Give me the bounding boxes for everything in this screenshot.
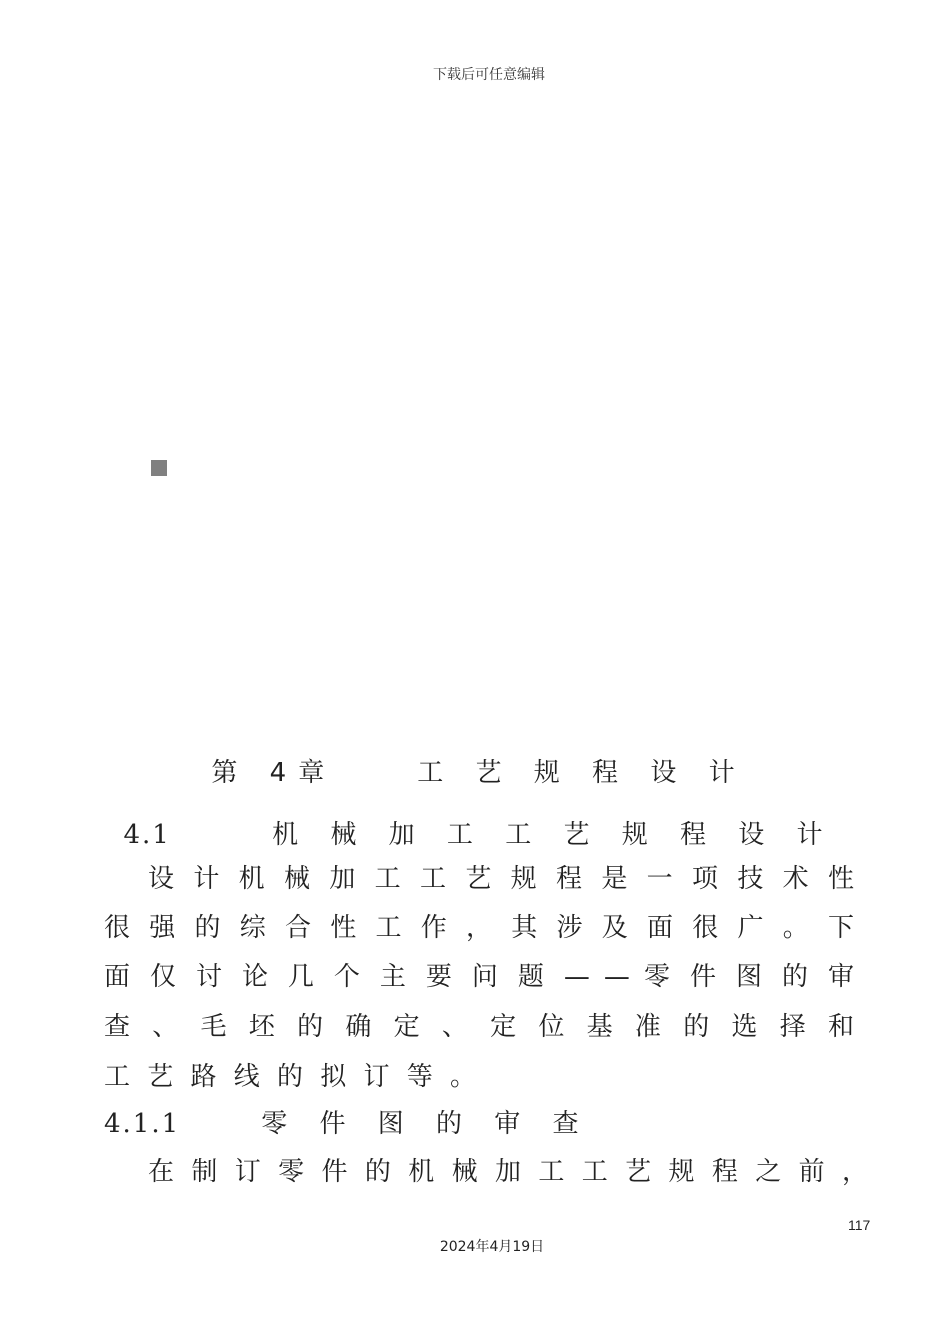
header-note: 下载后可任意编辑 [433, 67, 545, 83]
paragraph-line: 查 、 毛 坯 的 确 定 、 定 位 基 准 的 选 择 和 [104, 1012, 854, 1042]
paragraph-line: 很 强 的 综 合 性 工 作 ， 其 涉 及 面 很 广 。 下 [104, 913, 854, 943]
page-number: 117 [848, 1217, 871, 1233]
subsection-number: 4.1.1 [104, 1109, 181, 1139]
section-number: 4.1 [123, 820, 171, 850]
paragraph-line: 面 仅 讨 论 几 个 主 要 问 题 — — 零 件 图 的 审 [104, 962, 854, 992]
subsection-title [104, 1107, 591, 1141]
subsection-title-text: 零 件 图 的 审 查 [261, 1109, 591, 1139]
paragraph-line: 在 制 订 零 件 的 机 械 加 工 工 艺 规 程 之 前 ， [148, 1157, 868, 1187]
paragraph-line: 设 计 机 械 加 工 工 艺 规 程 是 一 项 技 术 性 [148, 864, 854, 894]
paragraph-line: 工 艺 路 线 的 拟 订 等 。 [104, 1062, 476, 1092]
section-title [0, 814, 950, 851]
placeholder-image-square [151, 460, 167, 476]
footer-date: 2024年4月19日 [439, 1239, 545, 1255]
section-title-text: 机 械 加 工 工 艺 规 程 设 计 [272, 820, 835, 850]
chapter-title: 第 4章 工 艺 规 程 设 计 [211, 758, 747, 788]
